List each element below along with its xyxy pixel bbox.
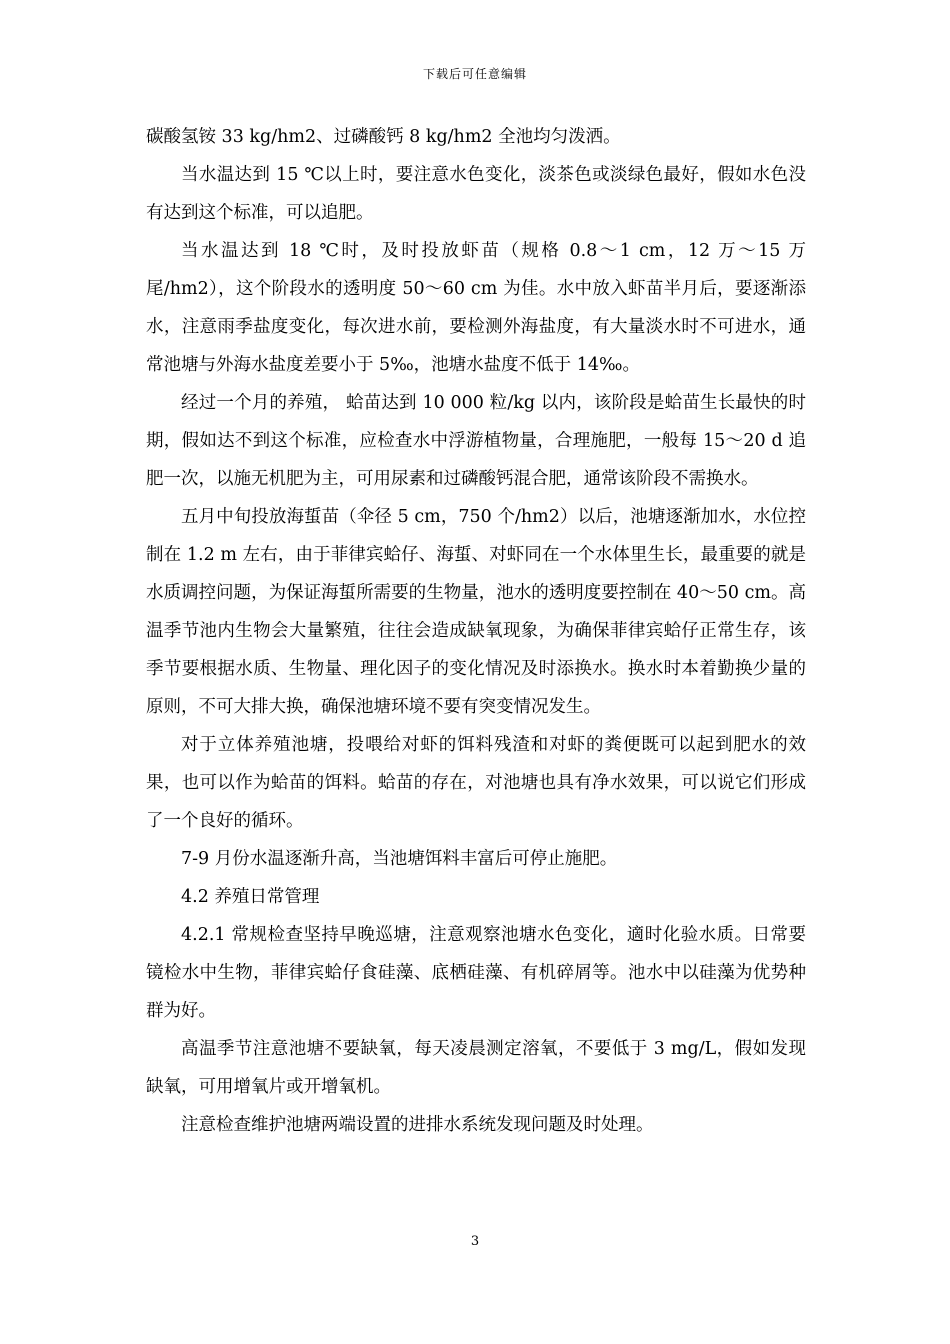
section-heading-daily-management: 4.2 养殖日常管理 [181,887,320,907]
page-number: 3 [470,1234,480,1249]
paragraph-one-month-culture: 经过一个月的养殖， 蛤苗达到 10 000 粒/kg 以内，该阶段是蛤苗生长最快的时期，假如达不到这个标准，应检查水中浮游植物量，合理施肥，一般每 15～20 d 追肥一次，以施无机肥为主，可用尿素和过磷酸钙混合肥，通常该阶段不需换水。 [146,393,806,489]
paragraph-polyculture-cycle: 对于立体养殖池塘，投喂给对虾的饵料残渣和对虾的粪便既可以起到肥水的效果，也可以作为蛤苗的饵料。蛤苗的存在，对池塘也具有净水效果，可以说它们形成了一个良好的循环。 [146,735,806,831]
paragraph-fertilizer-continuation: 碳酸氢铵 33 kg/hm2、过磷酸钙 8 kg/hm2 全池均匀泼洒。 [146,127,621,147]
page-header: 下载后可任意编辑 [422,67,527,81]
paragraph-water-system-maintenance: 注意检查维护池塘两端设置的进排水系统发现问题及时处理。 [181,1115,654,1135]
document-body [146,118,806,1144]
paragraph-water-temp-18: 当水温达到 18 ℃时，及时投放虾苗（规格 0.8～1 cm，12 万～15 万尾/hm2），这个阶段水的透明度 50～60 cm 为佳。水中放入虾苗半月后，要逐渐添水，注意雨季盐度变化，每次进水前，要检测外海盐度，有大量淡水时不可进水，通常池塘与外海水盐度差要小于 5‰，池塘水盐度不低于 14‰。 [146,241,806,375]
paragraph-routine-inspection: 4.2.1 常规检查坚持早晚巡塘，注意观察池塘水色变化，適时化验水质。日常要镜检水中生物，菲律宾蛤仔食硅藻、底栖硅藻、有机碎屑等。池水中以硅藻为优势种群为好。 [146,925,806,1021]
paragraph-jellyfish-seedlings: 五月中旬投放海蜇苗（伞径 5 cm，750 个/hm2）以后，池塘逐渐加水，水位控制在 1.2 m 左右，由于菲律宾蛤仔、海蜇、对虾同在一个水体里生长，最重要的就是水质调控问题，为保证海蜇所需要的生物量，池水的透明度要控制在 40～50 cm。高温季节池内生物会大量繁殖，往往会造成缺氧现象，为确保菲律宾蛤仔正常生存，该季节要根据水质、生物量、理化因子的变化情况及时添换水。换水时本着勤换少量的原则，不可大排大换，确保池塘环境不要有突变情况发生。 [146,507,806,717]
paragraph-oxygen-monitoring: 高温季节注意池塘不要缺氧，每天凌晨测定溶氧，不要低于 3 mg/L，假如发现缺氧，可用增氧片或开增氧机。 [146,1039,806,1097]
paragraph-july-september: 7-9 月份水温逐渐升高，当池塘饵料丰富后可停止施肥。 [181,849,618,869]
paragraph-water-temp-15: 当水温达到 15 ℃以上时，要注意水色变化，淡茶色或淡绿色最好，假如水色没有达到这个标准，可以追肥。 [146,165,806,223]
